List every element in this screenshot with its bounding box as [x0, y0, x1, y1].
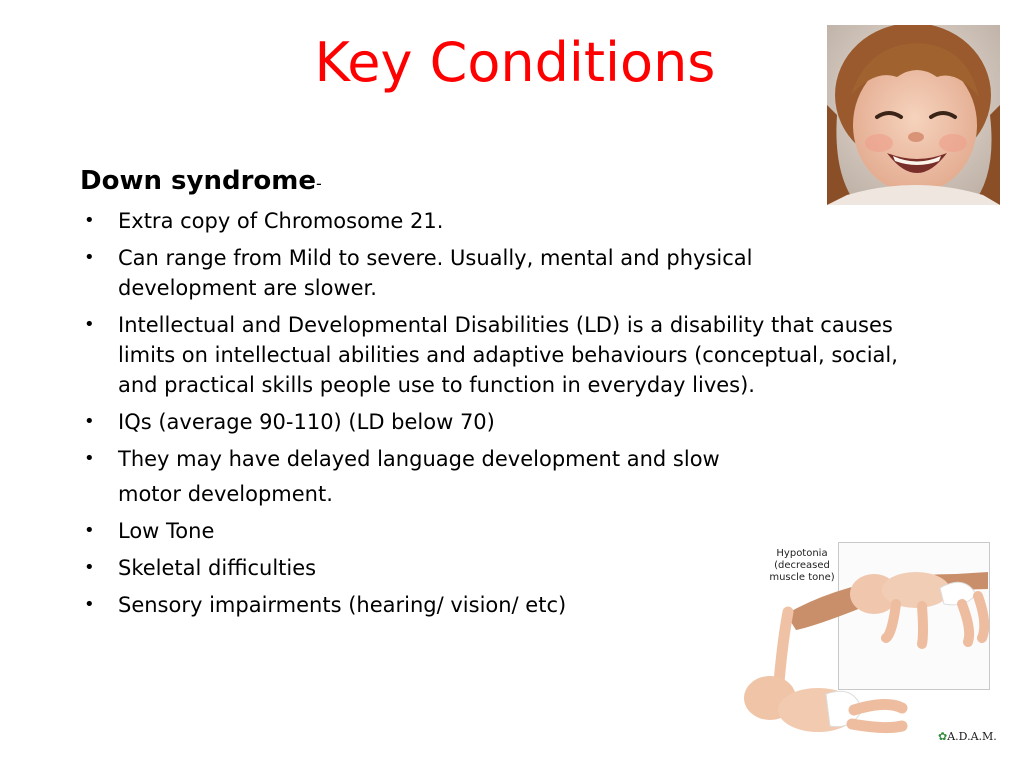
caption-line: Hypotonia — [776, 548, 828, 559]
bullet-continuation — [80, 479, 930, 509]
heading-suffix: - — [315, 174, 322, 193]
bullet-item — [80, 243, 878, 303]
bullet-icon: • — [84, 210, 95, 231]
bullet-icon: • — [84, 594, 95, 615]
bullet-text: Extra copy of Chromosome 21. — [118, 209, 444, 233]
caption-line: muscle tone) — [769, 572, 835, 583]
child-photo-image — [827, 25, 1000, 205]
bullet-icon: • — [84, 247, 95, 268]
bullet-item — [80, 444, 930, 474]
bullet-icon: • — [84, 448, 95, 469]
bullet-icon: • — [84, 314, 95, 335]
bullet-item — [80, 206, 930, 236]
hypotonia-illustration — [726, 534, 996, 748]
bullet-item — [80, 407, 930, 437]
bullet-text: Skeletal difficulties — [118, 556, 317, 580]
bullet-text: motor development. — [118, 482, 333, 506]
adam-credit — [938, 730, 997, 743]
adam-credit-text: A.D.A.M. — [947, 730, 997, 743]
hypotonia-drawing — [726, 534, 996, 748]
bullet-text: Can range from Mild to severe. Usually, mental and physical development are slower. — [118, 246, 753, 300]
adam-leaf-icon: ✿ — [938, 730, 948, 743]
bullet-icon: • — [84, 411, 95, 432]
bullet-text: They may have delayed language development and slow — [118, 447, 720, 471]
caption-line: (decreased — [774, 560, 830, 571]
bullet-icon: • — [84, 520, 95, 541]
bullet-text: Intellectual and Developmental Disabilities (LD) is a disability that causes limits on intellectual abilities and adaptive behaviours (conceptual, social, and practical skills people use to function in everyday lives). — [118, 313, 898, 397]
heading-text: Down syndrome — [80, 166, 316, 196]
bullet-text: Sensory impairments (hearing/ vision/ etc) — [118, 593, 567, 617]
bullet-item — [80, 310, 930, 400]
child-photo — [827, 25, 1000, 205]
bullet-text: IQs (average 90-110) (LD below 70) — [118, 410, 495, 434]
bullet-icon: • — [84, 557, 95, 578]
section-heading — [80, 163, 322, 202]
bullet-text: Low Tone — [118, 519, 215, 543]
slide-title: Key Conditions — [314, 31, 716, 94]
